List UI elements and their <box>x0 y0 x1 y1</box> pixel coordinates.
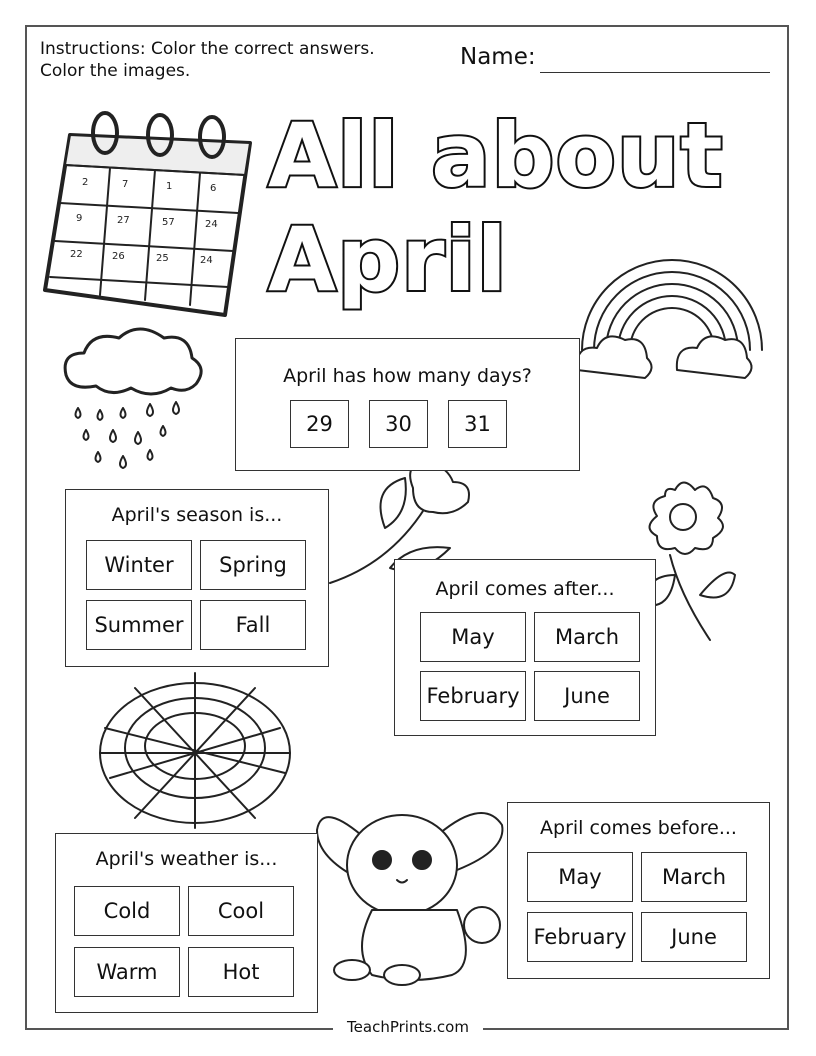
question-days-prompt: April has how many days? <box>283 365 532 387</box>
question-days-box <box>235 338 580 471</box>
question-weather-prompt: April's weather is... <box>95 848 278 870</box>
answer-option[interactable]: Fall <box>200 600 306 650</box>
title-line-1: All about <box>268 104 724 207</box>
calendar-number: 22 <box>70 249 83 260</box>
calendar-number: 24 <box>200 255 213 266</box>
name-label: Name: <box>460 44 536 70</box>
answer-option[interactable]: March <box>641 852 747 902</box>
answer-option[interactable]: Summer <box>86 600 192 650</box>
nest-icon[interactable] <box>95 668 300 833</box>
answer-option[interactable]: 29 <box>290 400 349 448</box>
bunny-icon[interactable] <box>312 785 517 985</box>
title-line-2: April <box>268 208 508 311</box>
answer-option[interactable]: June <box>534 671 640 721</box>
calendar-icon[interactable] <box>40 105 260 320</box>
answer-option[interactable]: Winter <box>86 540 192 590</box>
answer-option[interactable]: May <box>420 612 526 662</box>
footer <box>0 1018 816 1036</box>
calendar-number: 6 <box>210 183 217 194</box>
answer-option[interactable]: Cool <box>188 886 294 936</box>
answer-option[interactable]: 30 <box>369 400 428 448</box>
question-season-prompt: April's season is... <box>111 504 283 526</box>
calendar-number: 26 <box>112 251 125 262</box>
calendar-number: 9 <box>76 213 83 224</box>
answer-option[interactable]: Spring <box>200 540 306 590</box>
calendar-number: 25 <box>156 253 169 264</box>
calendar-number: 57 <box>162 217 175 228</box>
calendar-number: 7 <box>122 179 129 190</box>
answer-option[interactable]: February <box>420 671 526 721</box>
rainbow-icon[interactable] <box>572 240 772 400</box>
question-after-box <box>394 559 656 736</box>
calendar-number: 2 <box>82 177 89 188</box>
question-season-box <box>65 489 329 667</box>
question-weather-box <box>55 833 318 1013</box>
question-before-prompt: April comes before... <box>540 817 737 839</box>
answer-option[interactable]: March <box>534 612 640 662</box>
name-field-line[interactable] <box>540 72 770 73</box>
rain-cloud-icon[interactable] <box>58 330 208 475</box>
calendar-number: 1 <box>166 181 173 192</box>
instructions: Instructions: Color the correct answers. Color the images. <box>40 39 375 81</box>
question-before-box <box>507 802 770 979</box>
calendar-number: 27 <box>117 215 130 226</box>
question-after-prompt: April comes after... <box>435 578 615 600</box>
answer-option[interactable]: June <box>641 912 747 962</box>
answer-option[interactable]: February <box>527 912 633 962</box>
answer-option[interactable]: Cold <box>74 886 180 936</box>
answer-option[interactable]: 31 <box>448 400 507 448</box>
answer-option[interactable]: Hot <box>188 947 294 997</box>
answer-option[interactable]: Warm <box>74 947 180 997</box>
footer-text[interactable]: TeachPrints.com <box>333 1018 483 1036</box>
calendar-number: 24 <box>205 219 218 230</box>
answer-option[interactable]: May <box>527 852 633 902</box>
